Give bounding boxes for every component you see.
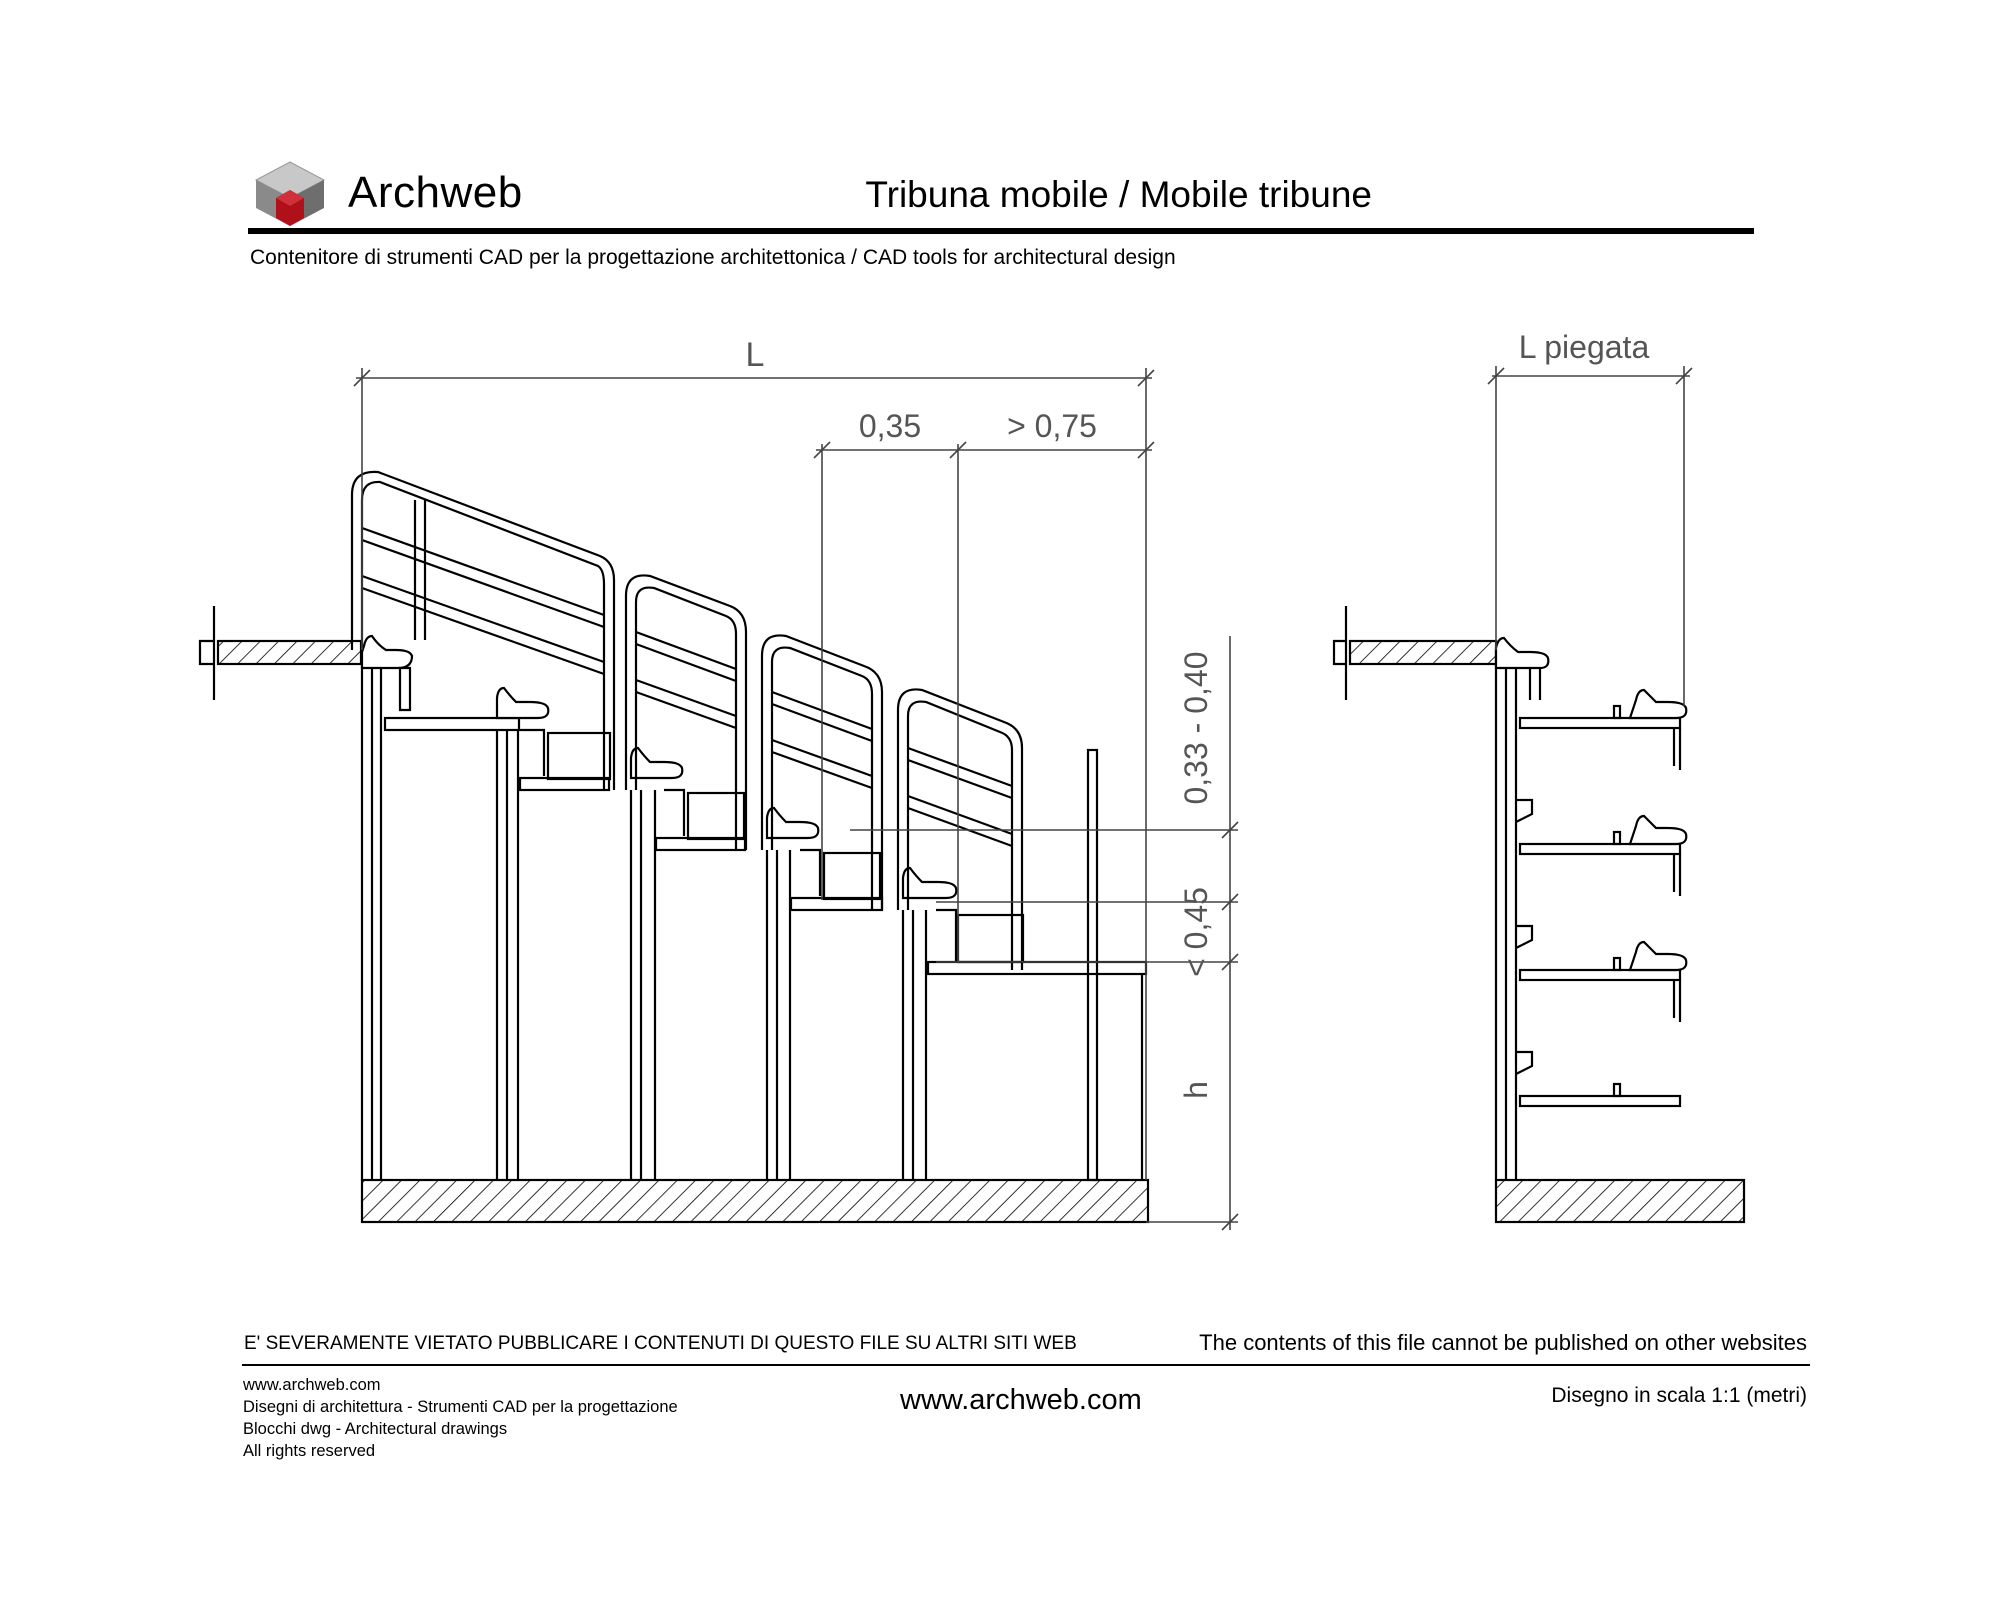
folded-base-slab xyxy=(1496,1180,1744,1222)
dim-tread: 0,35 xyxy=(858,408,922,444)
dim-seat: < 0,45 xyxy=(1178,887,1214,977)
base-slab xyxy=(362,1180,1148,1222)
folded-tier-3 xyxy=(1520,970,1680,980)
dim-L: L xyxy=(745,336,765,374)
footer-url: www.archweb.com xyxy=(900,1384,1142,1416)
tier-5 xyxy=(928,962,1146,974)
folded-tier-4 xyxy=(1520,1096,1680,1106)
dim-aisle: > 0,75 xyxy=(1007,408,1097,444)
tier-1 xyxy=(385,718,519,730)
front-post xyxy=(1088,750,1097,1180)
warning-italian: E' SEVERAMENTE VIETATO PUBBLICARE I CONTENUTI DI QUESTO FILE SU ALTRI SITI WEB xyxy=(244,1333,1077,1354)
footer-credits xyxy=(243,1374,678,1462)
main-section-view xyxy=(200,472,1148,1222)
folded-tier-2 xyxy=(1520,844,1680,854)
dim-L-folded: L piegata xyxy=(1518,329,1650,365)
footer-divider xyxy=(242,1364,1810,1366)
folded-tier-1 xyxy=(1520,718,1680,728)
footer-line: Disegni di architettura - Strumenti CAD per la progettazione xyxy=(243,1398,678,1416)
folded-upper-slab xyxy=(1350,641,1496,664)
warning-english: The contents of this file cannot be published on other websites xyxy=(1199,1330,1807,1355)
dim-rise: 0,33 - 0,40 xyxy=(1178,651,1214,805)
page-subtitle: Contenitore di strumenti CAD per la progettazione architettonica / CAD tools for architectural design xyxy=(250,246,1176,269)
footer-line: Blocchi dwg - Architectural drawings xyxy=(243,1420,508,1438)
page-title: Tribuna mobile / Mobile tribune xyxy=(865,174,1372,215)
main-dimensions xyxy=(354,368,1238,1230)
upper-floor-slab xyxy=(218,641,361,664)
footer-line: www.archweb.com xyxy=(243,1376,381,1394)
folded-section-view xyxy=(1334,606,1744,1222)
scale-note: Disegno in scala 1:1 (metri) xyxy=(1551,1384,1807,1407)
dim-h: h xyxy=(1178,1081,1214,1099)
footer-line: All rights reserved xyxy=(243,1442,376,1460)
brand-name: Archweb xyxy=(348,168,523,217)
